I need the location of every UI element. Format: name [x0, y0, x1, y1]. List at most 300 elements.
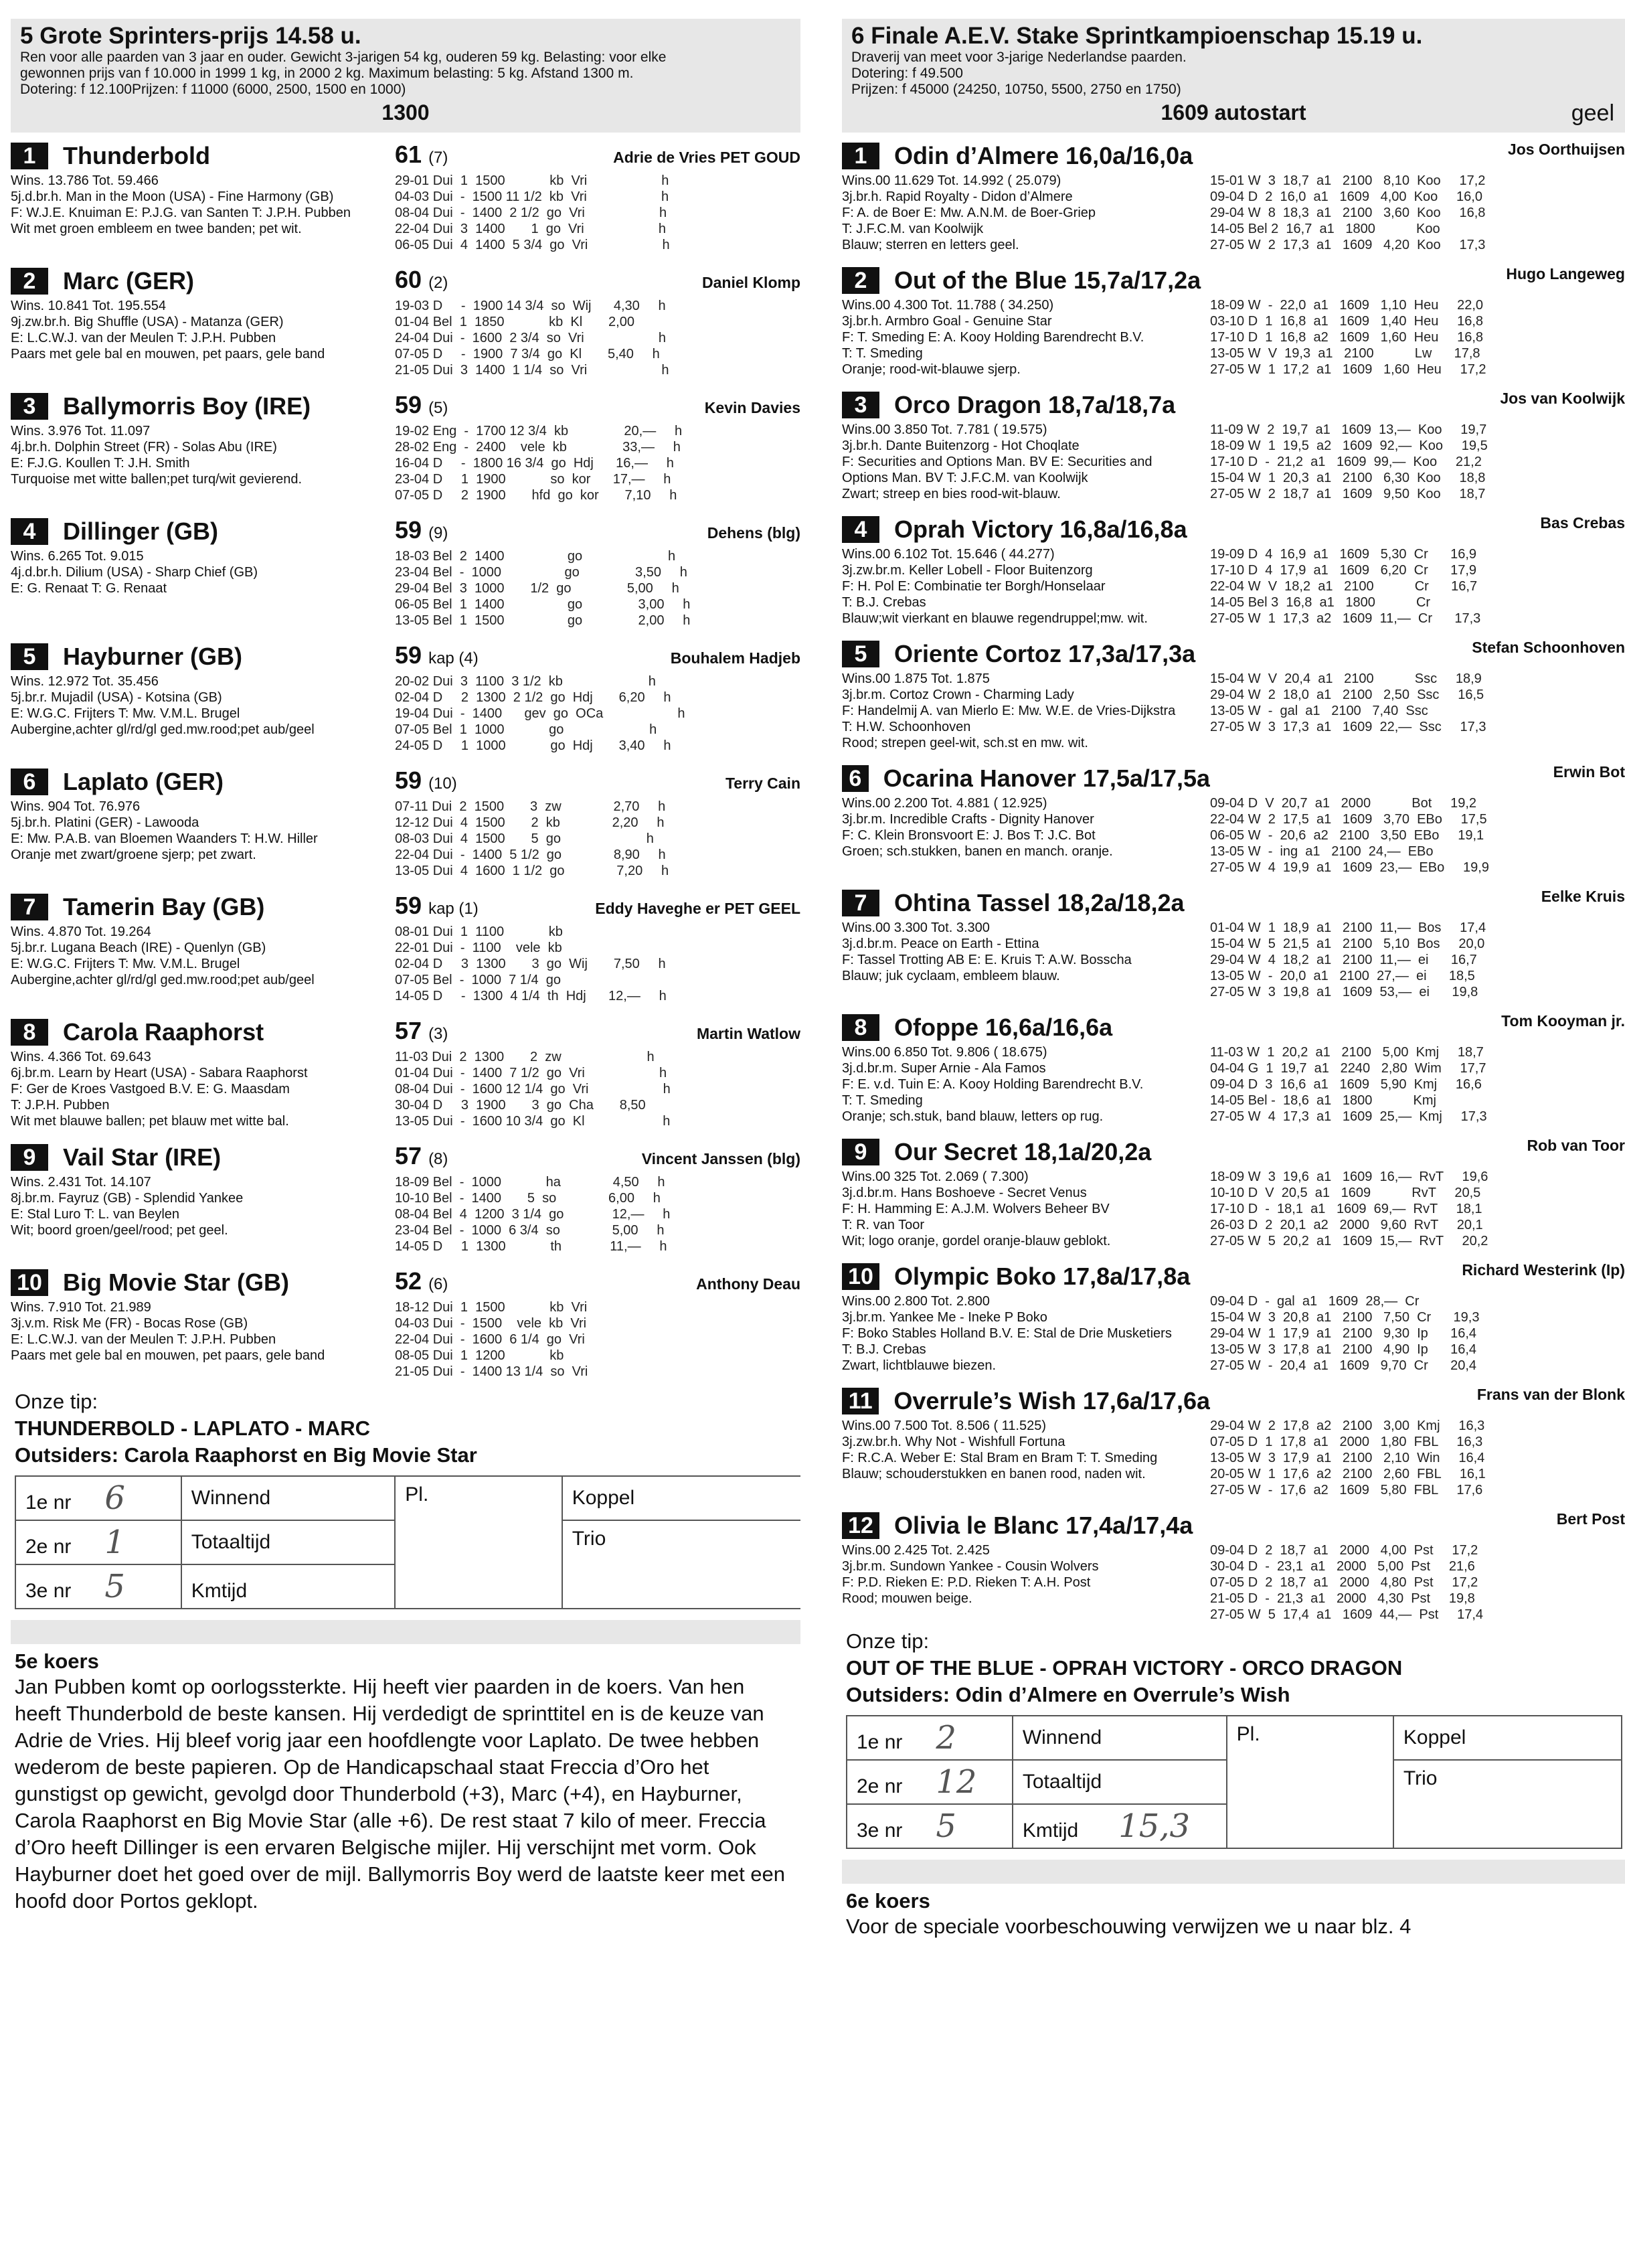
- detail-line: Zwart, lichtblauwe biezen.: [842, 1358, 997, 1373]
- next-race-title: 6e koers: [846, 1889, 930, 1913]
- form-lines: [1210, 920, 1625, 1000]
- horse-details: [11, 548, 395, 596]
- start-number: 4: [11, 518, 48, 545]
- horse-details: [842, 1169, 1210, 1249]
- form-line: 27-05 W 2 18,7 a1 1609 9,50 Koo 18,7: [1210, 487, 1486, 501]
- detail-line: Wins. 10.841 Tot. 195.554: [11, 299, 167, 313]
- form-line: 17-10 D 4 17,9 a1 1609 6,20 Cr 17,9: [1210, 563, 1477, 578]
- horse-name: Oprah Victory 16,8a/16,8a: [894, 515, 1187, 543]
- entries-list: [842, 133, 1625, 1627]
- jockey-name: Daniel Klomp: [702, 274, 800, 291]
- form-line: 13-05 Bel 1 1500 go 2,00 h: [395, 613, 691, 628]
- detail-line: Wins. 7.910 Tot. 21.989: [11, 1300, 151, 1315]
- horse-details: [842, 1293, 1210, 1374]
- horse-heading: [11, 641, 395, 672]
- weight: [395, 391, 448, 419]
- form-line: 09-04 D 2 18,7 a1 2000 4,00 Pst 17,2: [1210, 1543, 1478, 1558]
- form-lines: [395, 799, 800, 879]
- detail-line: T: B.J. Crebas: [842, 595, 926, 610]
- weight: [395, 266, 448, 294]
- horse-name: Dillinger (GB): [63, 517, 218, 545]
- detail-line: Wins. 13.786 Tot. 59.466: [11, 173, 159, 188]
- form-line: 22-04 Dui - 1600 6 1/4 go Vri: [395, 1332, 585, 1347]
- tip-title: Onze tip:: [15, 1390, 98, 1413]
- form-line: 11-03 Dui 2 1300 2 zw h: [395, 1050, 655, 1064]
- horse-entry: [11, 133, 800, 258]
- jockey-name: Tom Kooyman jr.: [1501, 1012, 1625, 1030]
- horse-name: Odin d’Almere 16,0a/16,0a: [894, 142, 1193, 169]
- form-block: [1210, 1510, 1625, 1627]
- horse-entry: [11, 633, 800, 758]
- form-line: 27-05 W 5 17,4 a1 1609 44,— Pst 17,4: [1210, 1607, 1484, 1622]
- form-line: 27-05 W 3 19,8 a1 1609 53,— ei 19,8: [1210, 985, 1478, 999]
- start-number: 1: [11, 143, 48, 169]
- horse-info: [842, 141, 1210, 257]
- form-line: 09-04 D - gal a1 1609 28,— Cr: [1210, 1294, 1420, 1309]
- horse-entry: [842, 1378, 1625, 1502]
- form-line: 29-04 W 8 18,3 a1 2100 3,60 Koo 16,8: [1210, 206, 1486, 220]
- start-number: 2: [11, 268, 48, 295]
- form-line: 28-02 Eng - 2400 vele kb 33,— h: [395, 440, 681, 455]
- detail-line: Wit; logo oranje, gordel oranje-blauw geblokt.: [842, 1234, 1111, 1248]
- form-line: 09-04 D 3 16,6 a1 1609 5,90 Kmj 16,6: [1210, 1077, 1482, 1092]
- form-block: [1210, 1386, 1625, 1502]
- horse-details: [842, 422, 1210, 502]
- weight: [395, 641, 479, 669]
- form-line: 14-05 Bel 2 16,7 a1 1800 Koo: [1210, 222, 1440, 236]
- form-block: [395, 266, 800, 383]
- horse-details: [842, 173, 1210, 253]
- horse-heading: [842, 514, 1210, 545]
- form-line: 27-05 W - 20,4 a1 1609 9,70 Cr 20,4: [1210, 1358, 1476, 1373]
- detail-line: 3j.br.h. Rapid Royalty - Didon d’Almere: [842, 189, 1073, 204]
- horse-heading: [11, 391, 395, 422]
- horse-entry: [11, 508, 800, 633]
- horse-info: [11, 391, 395, 508]
- horse-info: [842, 514, 1210, 631]
- weight-jockey: [1210, 141, 1625, 171]
- form-block: [395, 1142, 800, 1259]
- bet-kmtijd: Kmtijd 15,3: [1013, 1804, 1227, 1848]
- detail-line: 3j.zw.br.m. Keller Lobell - Floor Buitenzorg: [842, 563, 1093, 578]
- horse-info: [11, 516, 395, 633]
- start-number: 6: [842, 765, 869, 792]
- form-line: 13-05 W 3 17,8 a1 2100 4,90 Ip 16,4: [1210, 1342, 1477, 1357]
- form-block: [395, 1267, 800, 1384]
- handwritten-number: 2: [936, 1719, 956, 1757]
- weight-value: 60: [395, 266, 422, 293]
- form-line: 13-05 W - ing a1 2100 24,— EBo: [1210, 844, 1434, 859]
- form-line: 14-05 D - 1300 4 1/4 th Hdj 12,— h: [395, 989, 667, 1003]
- handwritten-number: 12: [936, 1763, 977, 1801]
- horse-info: [11, 1017, 395, 1134]
- form-line: 09-04 D 2 16,0 a1 1609 4,00 Koo 16,0: [1210, 189, 1482, 204]
- tip-title: Onze tip:: [846, 1629, 930, 1653]
- horse-details: [842, 671, 1210, 751]
- next-race-text: Jan Pubben komt op oorlogssterkte. Hij heeft vier paarden in de koers. Van hen heeft Thunderbold de beste kansen. Hij verdedigt de sprinttitel en is de keuze van Adrie de Vries. Hij bleef vorig jaar een hoofdlengte voor Laplato. De twee hebben wederom de beste papieren. Op de Handicapschaal staat Freccia d’Oro het gunstigst op gewicht, gevolgd door Thunderbold (+3), Marc (+4), en Hayburner, Carola Raaphorst en Big Movie Star (alle +6). De rest staat 7 kilo of meer. Freccia d’Oro heeft Dillinger is een ervaren Belgische mijler. Hij verschijnt met vorm. Ook Hayburner doet het goed over de mijl. Ballymorris Boy werd de laatste keer met een hoofd door Portos geklopt.: [15, 1675, 786, 1913]
- jockey-name: Anthony Deau: [696, 1275, 800, 1293]
- horse-heading: [842, 1510, 1210, 1541]
- detail-line: T: J.F.C.M. van Koolwijk: [842, 222, 984, 236]
- detail-line: Aubergine,achter gl/rd/gl ged.mw.rood;pet aub/geel: [11, 973, 315, 987]
- draw: (9): [428, 524, 448, 542]
- detail-line: T: T. Smeding: [842, 346, 923, 361]
- start-number: 5: [11, 643, 48, 670]
- horse-info: [842, 639, 1210, 755]
- form-lines: [395, 548, 800, 629]
- form-line: 23-04 Bel - 1000 go 3,50 h: [395, 565, 687, 580]
- weight: [395, 1142, 448, 1170]
- horse-heading: [11, 892, 395, 922]
- form-line: 29-04 Bel 3 1000 1/2 go 5,00 h: [395, 581, 679, 596]
- weight-jockey: [1210, 763, 1625, 794]
- horse-entry: [11, 1259, 800, 1384]
- form-line: 18-09 W 3 19,6 a1 1609 16,— RvT 19,6: [1210, 1169, 1488, 1184]
- detail-line: E: Mw. P.A.B. van Bloemen Waanders T: H.W. Hiller: [11, 831, 318, 846]
- form-line: 07-05 Bel - 1000 7 1/4 go: [395, 973, 561, 987]
- detail-line: E: L.C.W.J. van der Meulen T: J.P.H. Pubben: [11, 1332, 276, 1347]
- detail-line: 5j.br.r. Mujadil (USA) - Kotsina (GB): [11, 690, 222, 705]
- horse-info: [11, 141, 395, 258]
- horse-info: [842, 1137, 1210, 1253]
- start-number: 8: [842, 1014, 879, 1041]
- form-line: 08-04 Bel 4 1200 3 1/4 go 12,— h: [395, 1207, 671, 1222]
- bet-form: [846, 1715, 1622, 1849]
- form-line: 07-05 Bel 1 1000 go h: [395, 722, 657, 737]
- detail-line: F: H. Hamming E: A.J.M. Wolvers Beheer BV: [842, 1202, 1110, 1216]
- detail-line: Wins. 4.870 Tot. 19.264: [11, 924, 151, 939]
- form-line: 14-05 Bel 3 16,8 a1 1800 Cr: [1210, 595, 1431, 610]
- form-line: 24-05 D 1 1000 go Hdj 3,40 h: [395, 738, 671, 753]
- form-lines: [395, 1174, 800, 1254]
- bet-trio: Trio: [1393, 1760, 1622, 1848]
- divider: [11, 1620, 800, 1644]
- weight-jockey: [1210, 639, 1625, 669]
- form-lines: [395, 423, 800, 503]
- detail-line: T: T. Smeding: [842, 1093, 923, 1108]
- form-line: 22-01 Dui - 1100 vele kb: [395, 941, 562, 955]
- form-lines: [1210, 546, 1625, 627]
- detail-line: Wit met blauwe ballen; pet blauw met witte bal.: [11, 1114, 289, 1129]
- form-line: 29-04 W 1 17,9 a1 2100 9,30 Ip 16,4: [1210, 1326, 1477, 1341]
- horse-entry: [11, 884, 800, 1009]
- start-number: 1: [842, 143, 879, 169]
- horse-entry: [842, 631, 1625, 755]
- start-number: 3: [842, 392, 879, 418]
- horse-details: [842, 546, 1210, 627]
- tip-line: THUNDERBOLD - LAPLATO - MARC: [15, 1416, 370, 1440]
- form-line: 12-12 Dui 4 1500 2 kb 2,20 h: [395, 815, 665, 830]
- horse-details: [11, 799, 395, 863]
- form-line: 18-12 Dui 1 1500 kb Vri: [395, 1300, 588, 1315]
- detail-line: Blauw; schouderstukken en banen rood, naden wit.: [842, 1467, 1146, 1481]
- horse-info: [842, 265, 1210, 382]
- detail-line: Oranje; rood-wit-blauwe sjerp.: [842, 362, 1021, 377]
- detail-line: Oranje; sch.stuk, band blauw, letters op rug.: [842, 1109, 1104, 1124]
- form-lines: [1210, 1169, 1625, 1249]
- form-line: 30-04 D 3 1900 3 go Cha 8,50: [395, 1098, 646, 1113]
- horse-name: Ocarina Hanover 17,5a/17,5a: [883, 764, 1210, 792]
- horse-info: [11, 266, 395, 383]
- weight-jockey: [1210, 514, 1625, 545]
- horse-details: [842, 1044, 1210, 1125]
- bet-pl: Pl.: [395, 1476, 562, 1609]
- bet-row-1: 1e nr 2: [847, 1716, 1013, 1760]
- form-line: 15-04 W V 20,4 a1 2100 Ssc 18,9: [1210, 671, 1482, 686]
- horse-name: Marc (GER): [63, 267, 195, 295]
- horse-name: Orco Dragon 18,7a/18,7a: [894, 391, 1176, 418]
- horse-entry: [842, 755, 1625, 880]
- detail-line: T: B.J. Crebas: [842, 1342, 926, 1357]
- form-line: 22-04 W V 18,2 a1 2100 Cr 16,7: [1210, 579, 1478, 594]
- weight-jockey: [395, 1267, 800, 1298]
- form-line: 02-04 D 2 1300 2 1/2 go Hdj 6,20 h: [395, 690, 671, 705]
- jockey-name: Eelke Kruis: [1541, 888, 1625, 905]
- draw: kap (4): [428, 649, 479, 667]
- jockey-name: Jos van Koolwijk: [1500, 390, 1625, 407]
- form-line: 27-05 W - 17,6 a2 1609 5,80 FBL 17,6: [1210, 1483, 1483, 1497]
- horse-heading: [11, 1017, 395, 1048]
- detail-line: F: Securities and Options Man. BV E: Securities and: [842, 455, 1152, 469]
- detail-line: Wins. 2.431 Tot. 14.107: [11, 1175, 151, 1190]
- form-line: 11-03 W 1 20,2 a1 2100 5,00 Kmj 18,7: [1210, 1045, 1484, 1060]
- weight-jockey: [1210, 1137, 1625, 1167]
- form-line: 01-04 Dui - 1400 7 1/2 go Vri h: [395, 1066, 667, 1080]
- horse-name: Big Movie Star (GB): [63, 1269, 290, 1296]
- horse-name: Tamerin Bay (GB): [63, 893, 265, 920]
- form-block: [1210, 1137, 1625, 1253]
- tip-line: OUT OF THE BLUE - OPRAH VICTORY - ORCO DRAGON: [846, 1656, 1403, 1680]
- horse-entry: [842, 880, 1625, 1004]
- form-line: 15-04 W 5 21,5 a1 2100 5,10 Bos 20,0: [1210, 937, 1485, 951]
- weight-jockey: [1210, 1510, 1625, 1541]
- detail-line: 4j.br.h. Dolphin Street (FR) - Solas Abu (IRE): [11, 440, 277, 455]
- start-number: 6: [11, 768, 48, 795]
- jockey-name: Terry Cain: [725, 775, 800, 792]
- detail-line: Blauw; juk cyclaam, embleem blauw.: [842, 969, 1060, 983]
- form-line: 01-04 Bel 1 1850 kb Kl 2,00: [395, 315, 634, 329]
- form-line: 07-05 D 1 17,8 a1 2000 1,80 FBL 16,3: [1210, 1435, 1483, 1449]
- horse-details: [11, 924, 395, 988]
- weight-jockey: [395, 516, 800, 547]
- start-number: 4: [842, 516, 879, 543]
- handwritten-number: 5: [936, 1807, 956, 1845]
- form-line: 19-09 D 4 16,9 a1 1609 5,30 Cr 16,9: [1210, 547, 1477, 562]
- horse-heading: [842, 888, 1210, 918]
- form-line: 27-05 W 5 20,2 a1 1609 15,— RvT 20,2: [1210, 1234, 1488, 1248]
- form-line: 21-05 Dui - 1400 13 1/4 so Vri: [395, 1364, 588, 1379]
- weight-jockey: [395, 641, 800, 672]
- jockey-name: Vincent Janssen (blg): [641, 1150, 800, 1167]
- form-line: 27-05 W 4 19,9 a1 1609 23,— EBo 19,9: [1210, 860, 1489, 875]
- detail-line: 3j.d.br.m. Hans Boshoeve - Secret Venus: [842, 1186, 1087, 1200]
- horse-details: [11, 1049, 395, 1129]
- jockey-name: Rob van Toor: [1527, 1137, 1625, 1154]
- detail-line: Wins.00 6.102 Tot. 15.646 ( 44.277): [842, 547, 1055, 562]
- weight-jockey: [1210, 1386, 1625, 1416]
- detail-line: 6j.br.m. Learn by Heart (USA) - Sabara Raaphorst: [11, 1066, 308, 1080]
- detail-line: F: H. Pol E: Combinatie ter Borgh/Honselaar: [842, 579, 1106, 594]
- detail-line: Oranje met zwart/groene sjerp; pet zwart.: [11, 847, 256, 862]
- horse-details: [842, 1542, 1210, 1607]
- detail-line: 5j.br.r. Lugana Beach (IRE) - Quenlyn (GB): [11, 941, 266, 955]
- horse-info: [842, 763, 1210, 880]
- detail-line: F: E. v.d. Tuin E: A. Kooy Holding Barendrecht B.V.: [842, 1077, 1144, 1092]
- form-line: 13-05 Dui - 1600 10 3/4 go Kl h: [395, 1114, 671, 1129]
- detail-line: F: Handelmij A. van Mierlo E: Mw. W.E. de Vries-Dijkstra: [842, 704, 1176, 718]
- form-block: [1210, 639, 1625, 755]
- horse-info: [11, 766, 395, 884]
- form-line: 20-02 Dui 3 1100 3 1/2 kb h: [395, 674, 656, 689]
- form-line: 06-05 Dui 4 1400 5 3/4 go Vri h: [395, 238, 670, 252]
- form-block: [1210, 141, 1625, 257]
- weight-value: 59: [395, 391, 422, 418]
- form-line: 08-03 Dui 4 1500 5 go h: [395, 831, 654, 846]
- form-line: 15-04 W 1 20,3 a1 2100 6,30 Koo 18,8: [1210, 471, 1486, 485]
- race-5-column: [11, 19, 800, 2255]
- horse-entry: [11, 758, 800, 884]
- detail-line: Options Man. BV T: J.F.C.M. van Koolwijk: [842, 471, 1088, 485]
- form-line: 17-10 D - 21,2 a1 1609 99,— Koo 21,2: [1210, 455, 1482, 469]
- weight-jockey: [1210, 1261, 1625, 1292]
- form-lines: [395, 1299, 800, 1380]
- form-line: 19-04 Dui - 1400 gev go OCa h: [395, 706, 685, 721]
- form-block: [1210, 763, 1625, 880]
- detail-line: F: A. de Boer E: Mw. A.N.M. de Boer-Griep: [842, 206, 1096, 220]
- form-line: 18-09 Bel - 1000 ha 4,50 h: [395, 1175, 665, 1190]
- start-number: 9: [842, 1139, 879, 1165]
- horse-details: [11, 173, 395, 237]
- form-line: 13-05 W 3 17,9 a1 2100 2,10 Win 16,4: [1210, 1451, 1485, 1465]
- form-line: 24-04 Dui - 1600 2 3/4 so Vri h: [395, 331, 666, 345]
- horse-name: Ballymorris Boy (IRE): [63, 392, 311, 420]
- form-line: 08-05 Dui 1 1200 kb: [395, 1348, 564, 1363]
- form-lines: [1210, 671, 1625, 735]
- detail-line: 3j.br.m. Sundown Yankee - Cousin Wolvers: [842, 1559, 1099, 1574]
- bet-koppel: Koppel: [1393, 1716, 1622, 1760]
- bet-row-3: 3e nr 5: [15, 1564, 181, 1609]
- weight-jockey: [395, 1142, 800, 1173]
- jockey-name: Kevin Davies: [704, 399, 800, 416]
- form-line: 29-01 Dui 1 1500 kb Vri h: [395, 173, 669, 188]
- horse-entry: [842, 1129, 1625, 1253]
- draw: kap (1): [428, 900, 479, 918]
- detail-line: Blauw;wit vierkant en blauwe regendruppel;mw. wit.: [842, 611, 1148, 626]
- detail-line: Paars met gele bal en mouwen, pet paars, gele band: [11, 347, 325, 361]
- detail-line: 3j.v.m. Risk Me (FR) - Bocas Rose (GB): [11, 1316, 248, 1331]
- handwritten-number: 1: [104, 1524, 125, 1561]
- horse-entry: [11, 383, 800, 508]
- horse-name: Laplato (GER): [63, 768, 224, 795]
- form-line: 17-10 D - 18,1 a1 1609 69,— RvT 18,1: [1210, 1202, 1482, 1216]
- form-line: 04-03 Dui - 1500 11 1/2 kb Vri h: [395, 189, 669, 204]
- detail-line: Zwart; streep en bies rood-wit-blauw.: [842, 487, 1061, 501]
- detail-line: Rood; strepen geel-wit, sch.st en mw. wit.: [842, 736, 1088, 750]
- form-lines: [1210, 297, 1625, 378]
- race-description: Ren voor alle paarden van 3 jaar en ouder. Gewicht 3-jarigen 54 kg, ouderen 59 kg. Belasting: voor elke gewonnen prijs van f 10.000 in 1999 1 kg, in 2000 2 kg. Maximum belasting: 5 kg. Afstand 1300 m. Dotering: f 12.100Prijzen: f 11000 (6000, 2500, 1500 en 1000): [20, 50, 667, 97]
- horse-info: [842, 1386, 1210, 1502]
- form-line: 19-02 Eng - 1700 12 3/4 kb 20,— h: [395, 424, 683, 438]
- weight-jockey: [1210, 265, 1625, 296]
- form-line: 04-04 G 1 19,7 a1 2240 2,80 Wim 17,7: [1210, 1061, 1486, 1076]
- detail-line: E: G. Renaat T: G. Renaat: [11, 581, 167, 596]
- form-line: 27-05 W 3 17,3 a1 1609 22,— Ssc 17,3: [1210, 720, 1486, 734]
- detail-line: E: F.J.G. Koullen T: J.H. Smith: [11, 456, 190, 471]
- weight-jockey: [1210, 390, 1625, 420]
- detail-line: F: W.J.E. Knuiman E: P.J.G. van Santen T: J.P.H. Pubben: [11, 206, 351, 220]
- horse-heading: [842, 763, 1210, 794]
- horse-heading: [842, 141, 1210, 171]
- form-line: 18-09 W - 22,0 a1 1609 1,10 Heu 22,0: [1210, 298, 1484, 313]
- form-line: 22-04 W 2 17,5 a1 1609 3,70 EBo 17,5: [1210, 812, 1487, 827]
- detail-line: F: R.C.A. Weber E: Stal Bram en Bram T: T. Smeding: [842, 1451, 1158, 1465]
- horse-heading: [842, 639, 1210, 669]
- horse-info: [842, 1012, 1210, 1129]
- bet-totaaltijd: Totaaltijd: [1013, 1760, 1227, 1804]
- form-line: 22-04 Dui - 1400 5 1/2 go 8,90 h: [395, 847, 666, 862]
- form-block: [395, 892, 800, 1009]
- weight-value: 59: [395, 516, 422, 544]
- draw: (8): [428, 1150, 448, 1168]
- form-block: [1210, 888, 1625, 1004]
- horse-name: Carola Raaphorst: [63, 1018, 264, 1046]
- form-line: 06-05 W - 20,6 a2 2100 3,50 EBo 19,1: [1210, 828, 1484, 843]
- start-number: 3: [11, 393, 48, 420]
- form-line: 20-05 W 1 17,6 a2 2100 2,60 FBL 16,1: [1210, 1467, 1486, 1481]
- weight-jockey: [1210, 888, 1625, 918]
- horse-entry: [11, 1009, 800, 1134]
- detail-line: Wins. 904 Tot. 76.976: [11, 799, 141, 814]
- detail-line: T: R. van Toor: [842, 1218, 925, 1232]
- horse-entry: [11, 258, 800, 383]
- detail-line: Wit; boord groen/geel/rood; pet geel.: [11, 1223, 228, 1238]
- bet-winnend: Winnend: [1013, 1716, 1227, 1760]
- race-description: Draverij van meet voor 3-jarige Nederlandse paarden. Dotering: f 49.500 Prijzen: f 45000 (24250, 10750, 5500, 2750 en 1750): [851, 50, 1187, 97]
- start-number: 2: [842, 267, 879, 294]
- horse-name: Vail Star (IRE): [63, 1143, 222, 1171]
- form-line: 29-04 W 2 17,8 a2 2100 3,00 Kmj 16,3: [1210, 1419, 1485, 1433]
- form-lines: [395, 673, 800, 754]
- detail-line: T: J.P.H. Pubben: [11, 1098, 110, 1113]
- form-block: [395, 1017, 800, 1134]
- jockey-name: Bert Post: [1556, 1510, 1625, 1528]
- detail-line: 4j.d.br.h. Dilium (USA) - Sharp Chief (GB): [11, 565, 258, 580]
- handwritten-time: 15,3: [1118, 1807, 1191, 1845]
- form-line: 02-04 D 3 1300 3 go Wij 7,50 h: [395, 957, 666, 971]
- form-line: 08-04 Dui - 1400 2 1/2 go Vri h: [395, 206, 667, 220]
- horse-info: [11, 1142, 395, 1259]
- form-line: 18-09 W 1 19,5 a2 1609 92,— Koo 19,5: [1210, 438, 1488, 453]
- form-lines: [395, 298, 800, 378]
- detail-line: E: L.C.W.J. van der Meulen T: J.P.H. Pubben: [11, 331, 276, 345]
- horse-entry: [842, 1502, 1625, 1627]
- horse-entry: [842, 382, 1625, 506]
- race-5-header: [11, 19, 800, 133]
- horse-heading: [842, 1012, 1210, 1043]
- form-line: 23-04 D 1 1900 so kor 17,— h: [395, 472, 671, 487]
- form-line: 10-10 D V 20,5 a1 1609 RvT 20,5: [1210, 1186, 1481, 1200]
- weight: [395, 1267, 448, 1295]
- form-line: 14-05 D 1 1300 th 11,— h: [395, 1239, 667, 1254]
- form-line: 09-04 D V 20,7 a1 2000 Bot 19,2: [1210, 796, 1477, 811]
- weight-jockey: [1210, 1012, 1625, 1043]
- start-number: 7: [842, 890, 879, 916]
- bet-row-2: 2e nr 12: [847, 1760, 1013, 1804]
- form-line: 08-04 Dui - 1600 12 1/4 go Vri h: [395, 1082, 671, 1097]
- form-line: 29-04 W 2 18,0 a1 2100 2,50 Ssc 16,5: [1210, 687, 1484, 702]
- horse-name: Ohtina Tassel 18,2a/18,2a: [894, 889, 1185, 916]
- form-line: 16-04 D - 1800 16 3/4 go Hdj 16,— h: [395, 456, 674, 471]
